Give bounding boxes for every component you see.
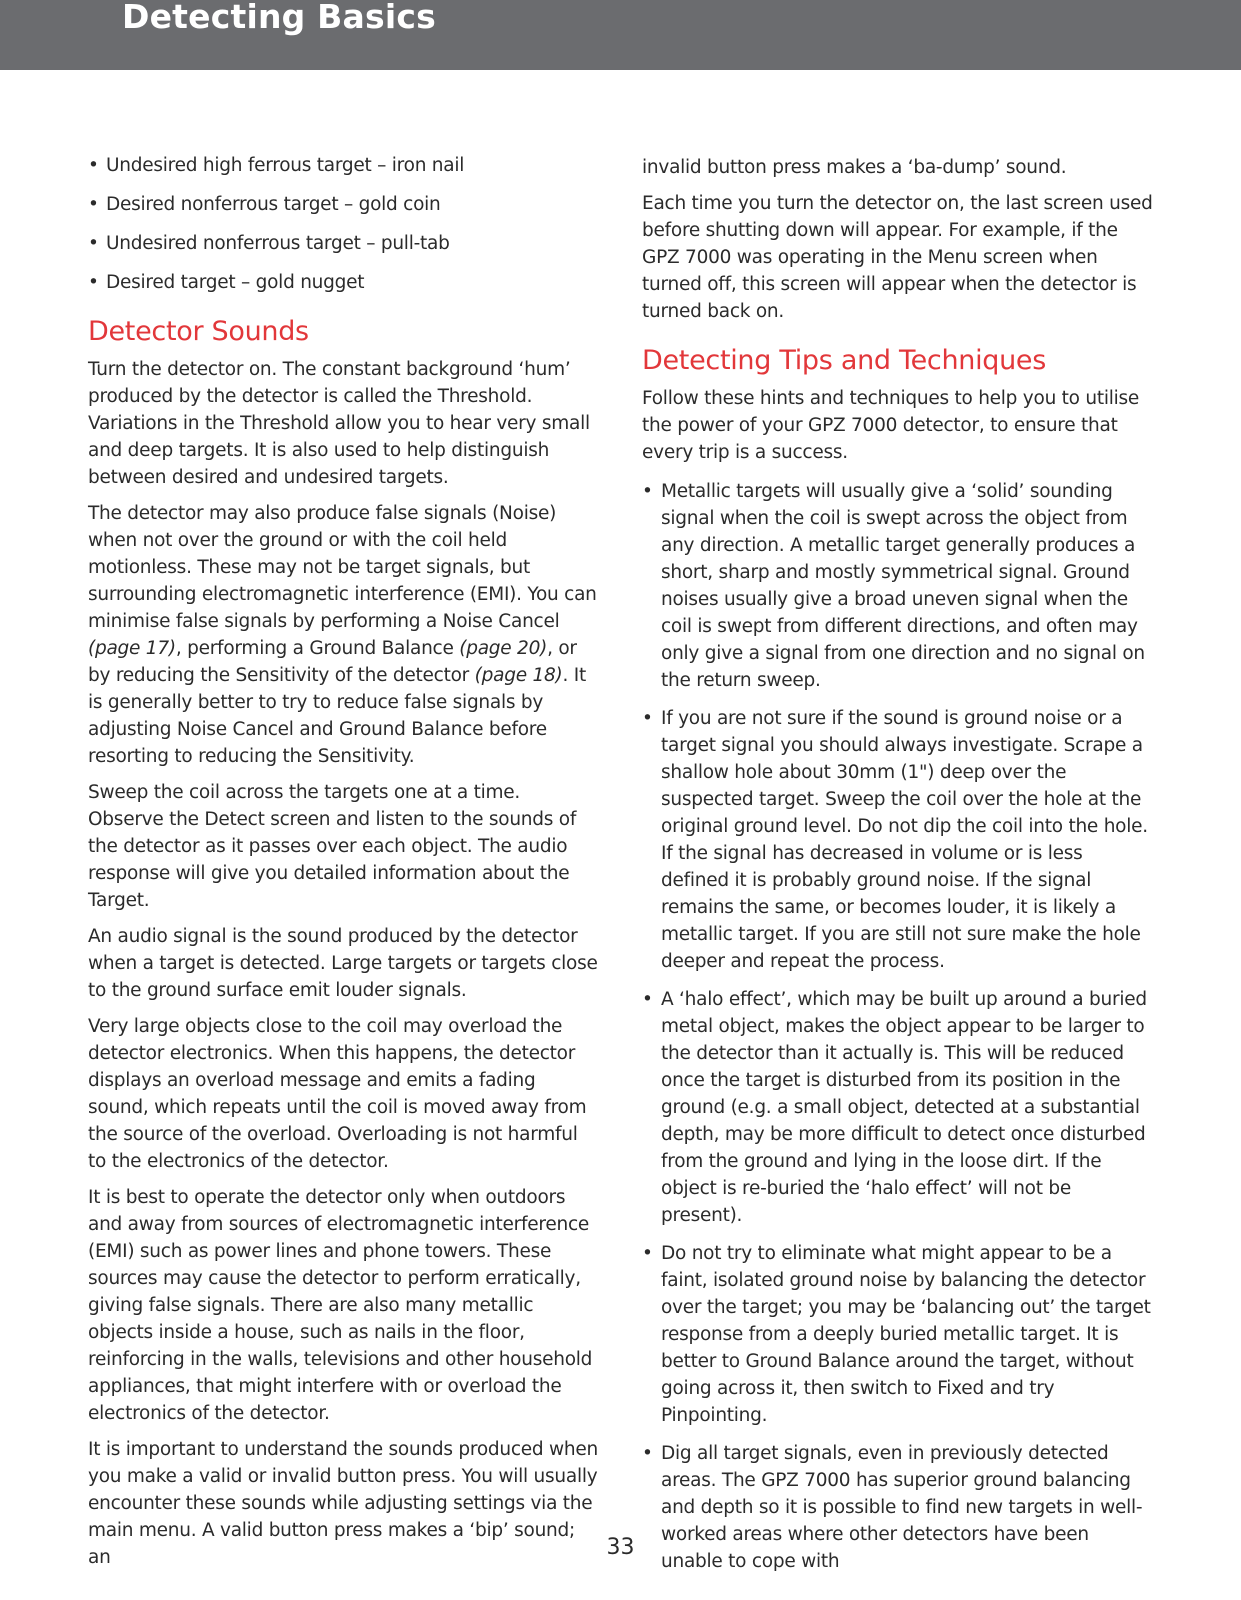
page-ref-link: (page 20) xyxy=(459,638,548,659)
bullet-icon: • xyxy=(88,233,99,254)
list-item: • Metallic targets will usually give a ‘solid’ sounding signal when the coil is swept across the object from any direction. A metallic target generally produces a short, sharp and mostly symmetrical signal. Ground noises usually give a broad uneven signal when the coil is swept from different directions, and often may only give a signal from one direction and no signal on the return sweep. xyxy=(642,478,1154,694)
page-header-bar xyxy=(0,0,1241,70)
bullet-icon: • xyxy=(642,989,653,1010)
bullet-icon: • xyxy=(642,1443,653,1464)
paragraph-false-signals: The detector may also produce false signals (Noise) when not over the ground or with the coil held motionless. These may not be target signals, but surrounding electromagnetic interference (EMI). You can minimise false signals by performing a Noise Cancel (page 17), performing a Ground Balance (page 20), or by reducing the Sensitivity of the detector (page 18). It is generally better to try to reduce false signals by adjusting Noise Cancel and Ground Balance before resorting to reducing the Sensitivity. xyxy=(88,503,597,767)
list-item: • Do not try to eliminate what might appear to be a faint, isolated ground noise by balancing the detector over the target; you may be ‘balancing out’ the target response from a deeply buried metallic target. It is better to Ground Balance around the target, without going across it, then switch to Fixed and try Pinpointing. xyxy=(642,1240,1154,1429)
bullet-icon: • xyxy=(642,708,653,729)
list-item: • A ‘halo effect’, which may be built up around a buried metal object, makes the object appear to be larger to the detector than it actually is. This will be reduced once the target is disturbed from its position in the ground (e.g. a small object, detected at a substantial depth, may be more difficult to detect once disturbed from the ground and lying in the loose dirt. If the object is re-buried the ‘halo effect’ will not be present). xyxy=(642,986,1154,1229)
section-heading-tips: Detecting Tips and Techniques xyxy=(642,345,1047,376)
list-item: • Dig all target signals, even in previously detected areas. The GPZ 7000 has superior ground balancing and depth so it is possible to find new targets in well-worked areas where other detectors have been unable to cope with xyxy=(642,1440,1154,1575)
page-ref-link: (page 18) xyxy=(474,665,563,686)
bullet-icon: • xyxy=(88,155,99,176)
bullet-icon: • xyxy=(88,194,99,215)
list-item: • Desired target – gold nugget xyxy=(88,269,600,296)
paragraph-sweep-coil: Sweep the coil across the targets one at a time. Observe the Detect screen and listen to the sounds of the detector as it passes over each object. The audio response will give you detailed information about the Target. xyxy=(88,782,577,911)
paragraph-overload: Very large objects close to the coil may overload the detector electronics. When this happens, the detector displays an overload message and emits a fading sound, which repeats until the coil is moved away from the source of the overload. Overloading is not harmful to the electronics of the detector. xyxy=(88,1016,587,1172)
list-item: • If you are not sure if the sound is ground noise or a target signal you should always investigate. Scrape a shallow hole about 30mm (1") deep over the suspected target. Sweep the coil over the hole at the original ground level. Do not dip the coil into the hole. If the signal has decreased in volume or is less defined it is probably ground noise. If the signal remains the same, or becomes louder, it is likely a metallic target. If you are still not sure make the hole deeper and repeat the process. xyxy=(642,705,1154,975)
list-item: • Undesired nonferrous target – pull-tab xyxy=(88,230,600,257)
list-item: • Desired nonferrous target – gold coin xyxy=(88,191,600,218)
tips-list xyxy=(642,478,1154,1575)
left-column xyxy=(88,152,600,1580)
paragraph-threshold: Turn the detector on. The constant background ‘hum’ produced by the detector is called the Threshold. Variations in the Threshold allow you to hear very small and deep targets. It is also used to help distinguish between desired and undesired targets. xyxy=(88,359,590,488)
section-heading-detector-sounds: Detector Sounds xyxy=(88,316,309,347)
list-item: • Undesired high ferrous target – iron nail xyxy=(88,152,600,179)
paragraph-button-sounds: It is important to understand the sounds produced when you make a valid or invalid button press. You will usually encounter these sounds while adjusting settings via the main menu. A valid button press makes a ‘bip’ sound; an xyxy=(88,1439,599,1568)
paragraph-button-sounds-cont: invalid button press makes a ‘ba-dump’ sound. xyxy=(642,157,1067,178)
page-title: Detecting Basics xyxy=(122,0,436,36)
bullet-icon: • xyxy=(642,481,653,502)
bullet-icon: • xyxy=(88,272,99,293)
page-number: 33 xyxy=(606,1535,635,1560)
target-list xyxy=(88,152,600,296)
paragraph-tips-intro: Follow these hints and techniques to help you to utilise the power of your GPZ 7000 detector, to ensure that every trip is a success. xyxy=(642,388,1140,463)
right-column xyxy=(642,154,1154,1586)
paragraph-emi: It is best to operate the detector only when outdoors and away from sources of electromagnetic interference (EMI) such as power lines and phone towers. These sources may cause the detector to perform erratically, giving false signals. There are also many metallic objects inside a house, such as nails in the floor, reinforcing in the walls, televisions and other household appliances, that might interfere with or overload the electronics of the detector. xyxy=(88,1187,593,1424)
page-ref-link: (page 17) xyxy=(88,638,176,659)
bullet-icon: • xyxy=(642,1243,653,1264)
paragraph-audio-signal: An audio signal is the sound produced by the detector when a target is detected. Large targets or targets close to the ground surface emit louder signals. xyxy=(88,926,598,1001)
paragraph-last-screen: Each time you turn the detector on, the last screen used before shutting down will appear. For example, if the GPZ 7000 was operating in the Menu screen when turned off, this screen will appear when the detector is turned back on. xyxy=(642,193,1153,322)
